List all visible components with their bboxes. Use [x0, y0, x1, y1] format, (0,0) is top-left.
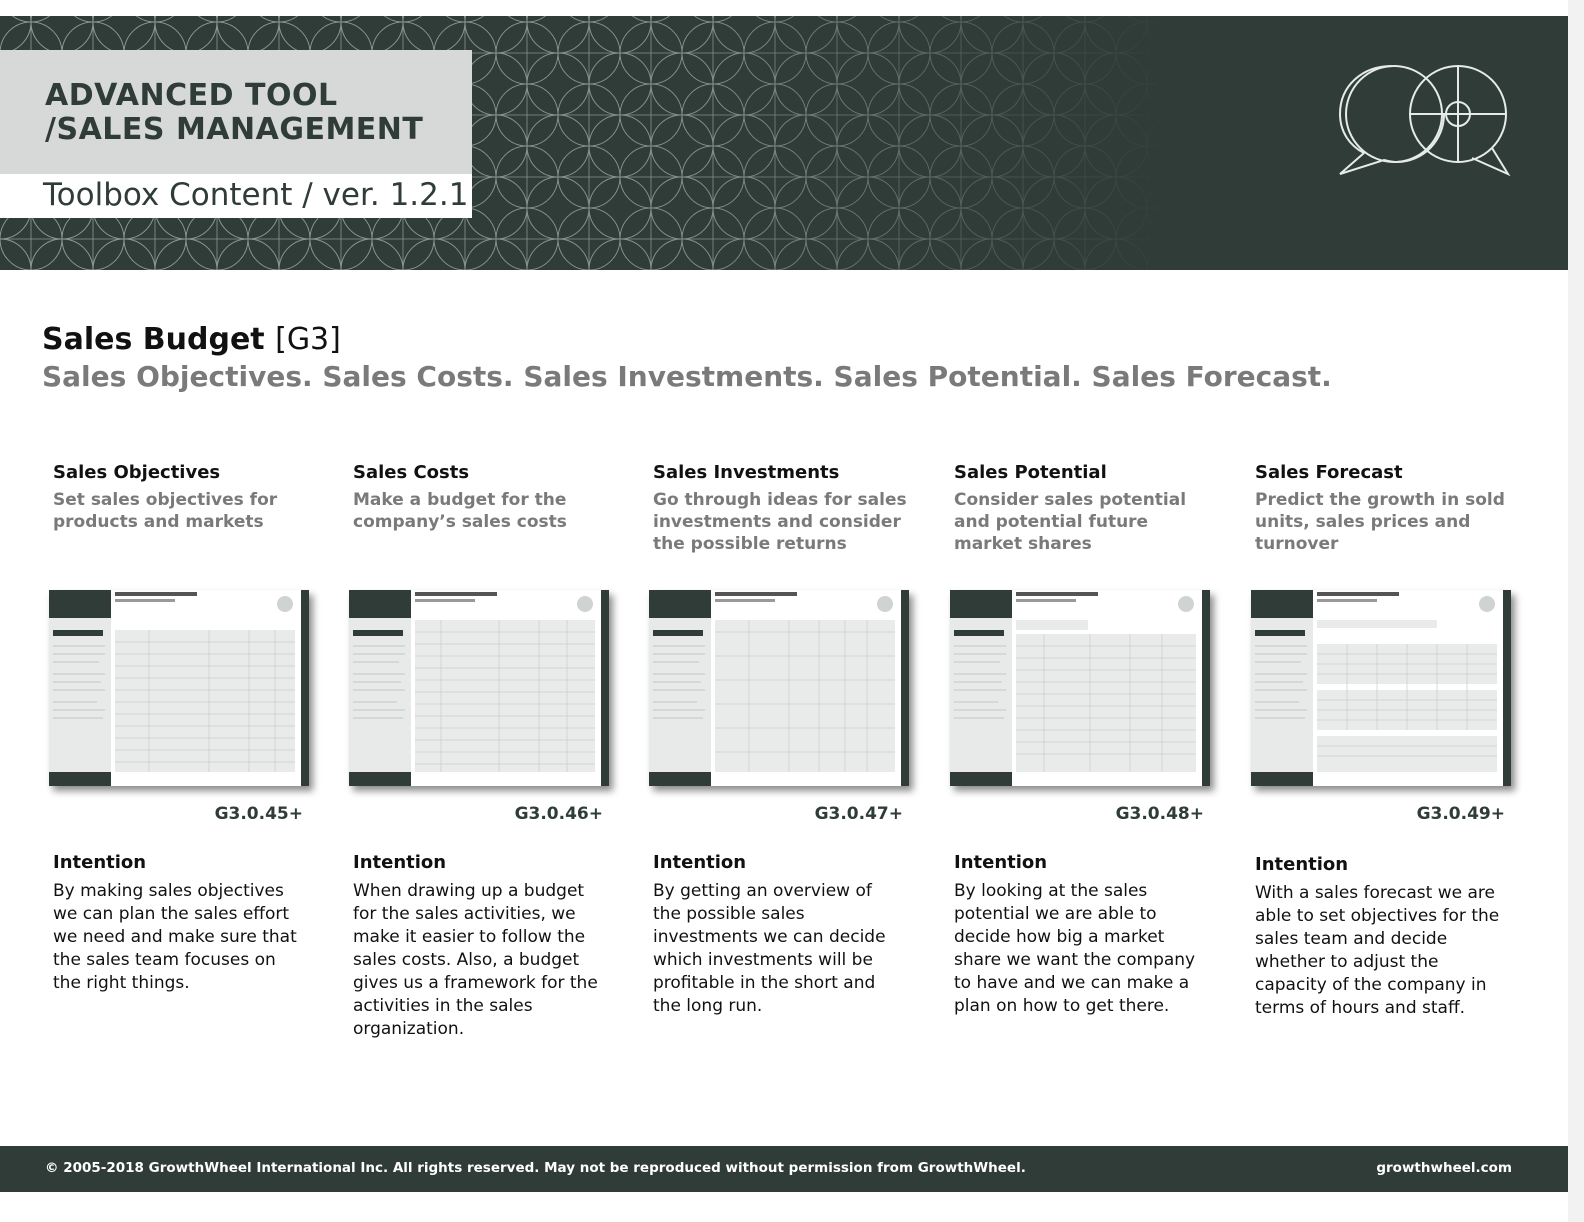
section-title: Sales Budget [G3] [42, 322, 341, 357]
intention-text: By getting an overview of the possible sales investments we can decide which investments will be profitable in the short and the long run. [653, 881, 886, 1016]
tool-area-title: /SALES MANAGEMENT [45, 112, 424, 147]
decision-sheet-thumbnail[interactable] [950, 590, 1210, 786]
tool-card-sales-investments [653, 462, 915, 1016]
copyright-notice: © 2005-2018 GrowthWheel International Inc. All rights reserved. May not be reproduced without permission from GrowthWheel. [45, 1160, 1026, 1176]
decision-sheet-thumbnail[interactable] [49, 590, 309, 786]
intention-heading: Intention [1255, 854, 1349, 875]
tool-card-sales-costs [353, 462, 615, 1039]
version-label: Toolbox Content / ver. 1.2.1 [43, 177, 469, 213]
footer-bar [0, 1146, 1568, 1192]
decision-sheet-preview [649, 590, 909, 786]
tool-description: Consider sales potential and potential future market shares [954, 490, 1187, 554]
tool-card-sales-forecast [1255, 462, 1517, 1018]
intention-text: With a sales forecast we are able to set objectives for the sales team and decide whether to adjust the capacity of the company in terms of hours and staff. [1255, 883, 1500, 1018]
tool-title: Sales Potential [954, 462, 1107, 483]
tool-description: Make a budget for the company’s sales costs [353, 490, 567, 532]
header-banner [0, 16, 1568, 270]
tool-card-sales-potential [954, 462, 1216, 1016]
version-panel [0, 174, 472, 218]
title-panel [0, 50, 472, 174]
tool-code: G3.0.48+ [1115, 804, 1204, 824]
intention-text: By looking at the sales potential we are able to decide how big a market share we want the company to have and we can make a plan on how to get there. [954, 881, 1196, 1016]
tool-code: G3.0.45+ [214, 804, 303, 824]
website-link[interactable]: growthwheel.com [1376, 1160, 1512, 1176]
decision-sheet-preview [950, 590, 1210, 786]
intention-heading: Intention [653, 852, 747, 873]
decision-sheet-preview [1251, 590, 1511, 786]
section-subtitle: Sales Objectives. Sales Costs. Sales Investments. Sales Potential. Sales Forecast. [42, 360, 1332, 393]
decision-sheet-thumbnail[interactable] [649, 590, 909, 786]
growthwheel-logo-icon [1332, 52, 1512, 178]
tool-code: G3.0.46+ [514, 804, 603, 824]
tool-description: Go through ideas for sales investments and consider the possible returns [653, 490, 907, 554]
section-code: [G3] [275, 322, 341, 357]
intention-heading: Intention [53, 852, 147, 873]
decision-sheet-thumbnail[interactable] [349, 590, 609, 786]
tool-code: G3.0.49+ [1416, 804, 1505, 824]
tool-category-title: ADVANCED TOOL [45, 78, 338, 113]
intention-heading: Intention [353, 852, 447, 873]
tool-description: Set sales objectives for products and markets [53, 490, 278, 532]
intention-text: By making sales objectives we can plan the sales effort we need and make sure that the sales team focuses on the right things. [53, 881, 297, 993]
tool-card-sales-objectives [53, 462, 315, 993]
tool-title: Sales Objectives [53, 462, 221, 483]
tool-title: Sales Forecast [1255, 462, 1403, 483]
intention-text: When drawing up a budget for the sales activities, we make it easier to follow the sales costs. Also, a budget gives us a framework for the activities in the sales organization. [353, 881, 598, 1039]
tool-title: Sales Costs [353, 462, 470, 483]
decision-sheet-preview [49, 590, 309, 786]
decision-sheet-thumbnail[interactable] [1251, 590, 1511, 786]
tool-description: Predict the growth in sold units, sales prices and turnover [1255, 490, 1505, 554]
intention-heading: Intention [954, 852, 1048, 873]
tool-code: G3.0.47+ [814, 804, 903, 824]
tool-title: Sales Investments [653, 462, 840, 483]
decision-sheet-preview [349, 590, 609, 786]
